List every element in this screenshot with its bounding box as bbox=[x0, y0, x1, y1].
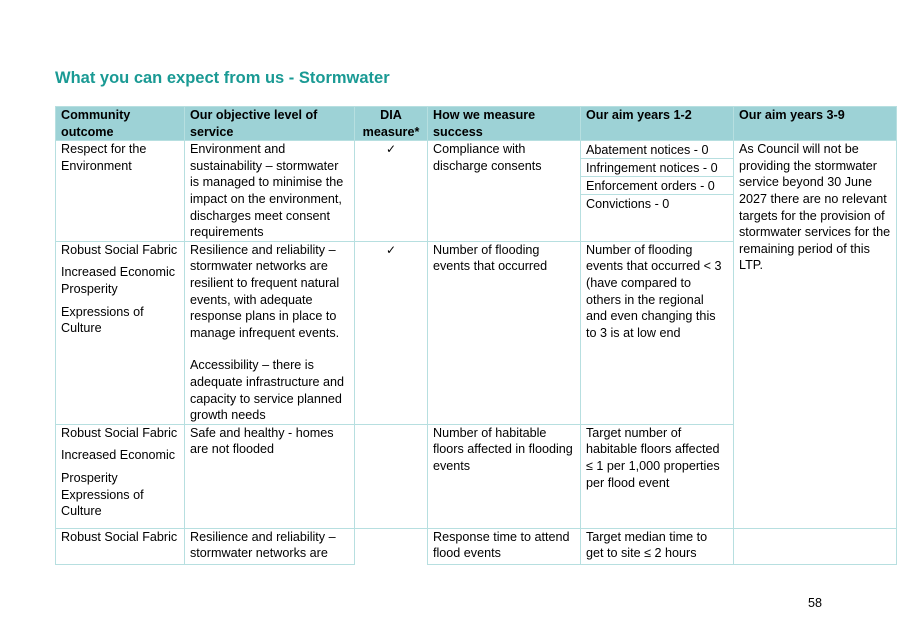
dia-cell bbox=[355, 528, 428, 564]
community-outcome: Robust Social Fabric bbox=[61, 242, 178, 257]
community-outcome-cell bbox=[56, 141, 185, 242]
header-objective: Our objective level of service bbox=[185, 107, 355, 141]
header-how-we-measure: How we measure success bbox=[428, 107, 581, 141]
objective-text: Environment and sustainability – stormwater is managed to minimise the impact on the environment, discharges meet consent requirements bbox=[190, 142, 344, 240]
dia-cell bbox=[355, 241, 428, 424]
community-outcome-cell bbox=[56, 424, 185, 528]
community-outcome: Prosperity Expressions of Culture bbox=[61, 470, 144, 519]
community-outcome: Respect for the Environment bbox=[61, 142, 147, 173]
table-row bbox=[56, 141, 897, 242]
aim-years-1-2-cell bbox=[581, 141, 734, 242]
aim-item: Number of flooding events that occurred < 3 (have compared to others in the regional and even changing this to 3 is at low end bbox=[586, 242, 722, 340]
community-outcome: Robust Social Fabric bbox=[61, 425, 178, 440]
aim-years-1-2-cell bbox=[581, 241, 734, 424]
objective-text: Safe and healthy - homes are not flooded bbox=[190, 425, 334, 457]
community-outcome: Increased Economic bbox=[61, 448, 176, 463]
aim-item: Abatement notices - 0 bbox=[581, 141, 733, 159]
page-number: 58 bbox=[808, 596, 823, 610]
header-aim-years-3-9: Our aim years 3-9 bbox=[734, 107, 897, 141]
community-outcome: Increased Economic Prosperity bbox=[61, 265, 176, 296]
aim-item: Infringement notices - 0 bbox=[581, 159, 733, 177]
aim-years-3-9-cell bbox=[734, 528, 897, 564]
objective-text: Resilience and reliability – stormwater networks are resilient to frequent natural events, with adequate response plans in place to manage infrequent events. bbox=[190, 242, 340, 340]
community-outcome-cell bbox=[56, 241, 185, 424]
header-dia-measure: DIA measure* bbox=[355, 107, 428, 141]
header-aim-years-1-2: Our aim years 1-2 bbox=[581, 107, 734, 141]
stormwater-table bbox=[55, 106, 897, 565]
aim-years-3-9-text: As Council will not be providing the stormwater service beyond 30 June 2027 there are no relevant targets for the provision of stormwater services for the remaining period of this LTP. bbox=[739, 142, 891, 273]
aim-years-1-2-cell bbox=[581, 528, 734, 564]
objective-cell bbox=[185, 528, 355, 564]
measure-cell bbox=[428, 141, 581, 242]
community-outcome-cell bbox=[56, 528, 185, 564]
check-icon: ✓ bbox=[385, 142, 397, 157]
header-community-outcome: Community outcome bbox=[56, 107, 185, 141]
community-outcome: Robust Social Fabric bbox=[61, 529, 178, 544]
objective-text: Resilience and reliability – stormwater networks are bbox=[190, 529, 336, 561]
objective-cell bbox=[185, 141, 355, 242]
objective-cell bbox=[185, 424, 355, 528]
measure-cell bbox=[428, 528, 581, 564]
objective-cell bbox=[185, 241, 355, 424]
table-row bbox=[56, 528, 897, 564]
dia-cell bbox=[355, 424, 428, 528]
aim-item: Target number of habitable floors affected ≤ 1 per 1,000 properties per flood event bbox=[586, 425, 720, 490]
check-icon: ✓ bbox=[385, 242, 397, 257]
measure-text: Number of habitable floors affected in flooding events bbox=[433, 425, 573, 473]
table-header-row bbox=[56, 107, 897, 141]
measure-text: Response time to attend flood events bbox=[433, 529, 570, 561]
aim-years-3-9-cell bbox=[734, 141, 897, 529]
dia-cell bbox=[355, 141, 428, 242]
measure-cell bbox=[428, 424, 581, 528]
measure-text: Number of flooding events that occurred bbox=[433, 242, 548, 274]
community-outcome: Expressions of Culture bbox=[61, 304, 144, 336]
aim-years-1-2-cell bbox=[581, 424, 734, 528]
objective-text: Accessibility – there is adequate infrastructure and capacity to service planned growth needs bbox=[190, 358, 345, 423]
aim-item: Target median time to get to site ≤ 2 hours bbox=[586, 529, 708, 561]
page-title: What you can expect from us - Stormwater bbox=[55, 69, 390, 87]
measure-cell bbox=[428, 241, 581, 424]
aim-item: Convictions - 0 bbox=[586, 197, 670, 212]
aim-item: Enforcement orders - 0 bbox=[581, 177, 733, 195]
measure-text: Compliance with discharge consents bbox=[433, 142, 542, 173]
